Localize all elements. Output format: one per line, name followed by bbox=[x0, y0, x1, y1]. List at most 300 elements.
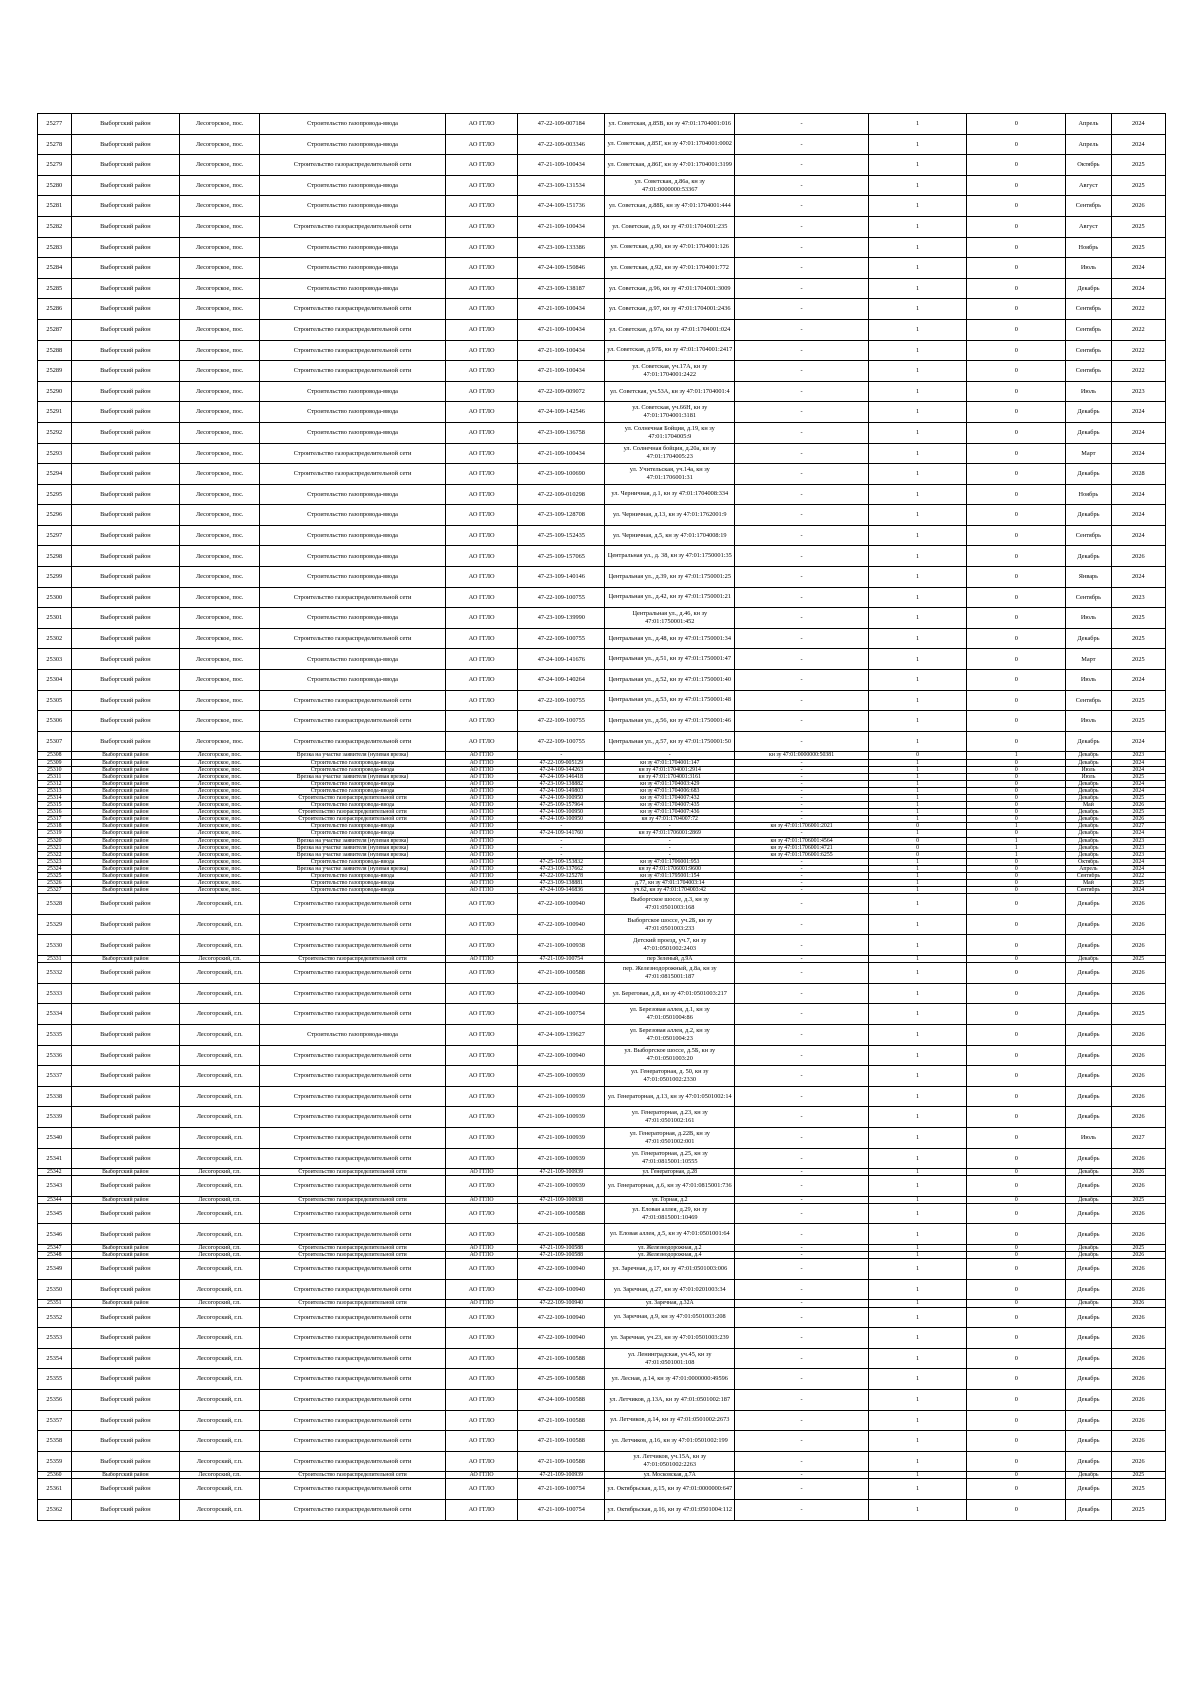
cell-cadastral-number: - bbox=[735, 525, 868, 546]
cell-month: Декабрь bbox=[1066, 787, 1112, 794]
cell-month: Декабрь bbox=[1066, 1451, 1112, 1472]
cell-row-number: 25358 bbox=[38, 1431, 72, 1452]
table-row bbox=[38, 422, 1166, 443]
cell-address: Центральная ул., д. 38, кн зу 47:01:1750001:35 bbox=[605, 546, 735, 567]
cell-district: Выборгский район bbox=[71, 505, 179, 526]
cell-application-number: 47-23-109-137662 bbox=[518, 865, 605, 872]
cell-address: ул. Генераторная, д.28 bbox=[605, 1169, 735, 1176]
cell-organization: АО ГГЛО bbox=[445, 1107, 518, 1128]
cell-cadastral-number: - bbox=[735, 546, 868, 567]
cell-work-type: Строительство газопровода-ввода bbox=[260, 237, 445, 258]
cell-district: Выборгский район bbox=[71, 1328, 179, 1349]
cell-row-number: 25350 bbox=[38, 1279, 72, 1300]
cell-row-number: 25307 bbox=[38, 731, 72, 752]
cell-row-number: 25278 bbox=[38, 134, 72, 155]
cell-work-type: Строительство газораспределительной сети bbox=[260, 1479, 445, 1500]
cell-month: Декабрь bbox=[1066, 402, 1112, 423]
cell-count-a: 1 bbox=[868, 402, 967, 423]
cell-application-number: 47-22-109-010298 bbox=[518, 484, 605, 505]
cell-district: Выборгский район bbox=[71, 1472, 179, 1479]
table-row bbox=[38, 1348, 1166, 1369]
cell-year: 2026 bbox=[1111, 1045, 1165, 1066]
cell-organization: АО ГГЛО bbox=[445, 1066, 518, 1087]
cell-application-number: 47-24-109-139627 bbox=[518, 1024, 605, 1045]
cell-district: Выборгский район bbox=[71, 963, 179, 984]
cell-work-type: Строительство газораспределительной сети bbox=[260, 1245, 445, 1252]
cell-cadastral-number: - bbox=[735, 175, 868, 196]
cell-settlement: Лесогорское, пос. bbox=[180, 711, 260, 732]
cell-application-number: 47-22-109-100755 bbox=[518, 587, 605, 608]
cell-month: Декабрь bbox=[1066, 1499, 1112, 1520]
cell-count-b: 0 bbox=[967, 525, 1066, 546]
cell-count-b: 0 bbox=[967, 1086, 1066, 1107]
cell-count-b: 0 bbox=[967, 299, 1066, 320]
cell-application-number: 47-21-109-100434 bbox=[518, 299, 605, 320]
cell-application-number: 47-21-109-100938 bbox=[518, 935, 605, 956]
cell-month: Август bbox=[1066, 175, 1112, 196]
cell-row-number: 25326 bbox=[38, 880, 72, 887]
cell-count-b: 0 bbox=[967, 505, 1066, 526]
cell-cadastral-number: - bbox=[735, 914, 868, 935]
cell-district: Выборгский район bbox=[71, 1176, 179, 1197]
cell-work-type: Строительство газораспределительной сети bbox=[260, 1004, 445, 1025]
cell-year: 2025 bbox=[1111, 1196, 1165, 1203]
cell-organization: АО ГГЛО bbox=[445, 1045, 518, 1066]
cell-address: ул. Генераторная, д. 50, кн зу 47:01:0501002:2330 bbox=[605, 1066, 735, 1087]
table-body bbox=[38, 114, 1166, 1521]
cell-month: Март bbox=[1066, 649, 1112, 670]
cell-row-number: 25308 bbox=[38, 752, 72, 759]
cell-cadastral-number: - bbox=[735, 299, 868, 320]
cell-count-b: 0 bbox=[967, 802, 1066, 809]
table-row bbox=[38, 851, 1166, 858]
cell-count-b: 0 bbox=[967, 670, 1066, 691]
cell-cadastral-number: - bbox=[735, 1348, 868, 1369]
cell-application-number: - bbox=[518, 851, 605, 858]
cell-count-b: 0 bbox=[967, 1107, 1066, 1128]
cell-application-number: 47-23-109-138881 bbox=[518, 880, 605, 887]
cell-count-a: 1 bbox=[868, 361, 967, 382]
cell-count-b: 0 bbox=[967, 1176, 1066, 1197]
table-row bbox=[38, 956, 1166, 963]
cell-month: Декабрь bbox=[1066, 1472, 1112, 1479]
cell-row-number: 25282 bbox=[38, 216, 72, 237]
cell-settlement: Лесогорское, пос. bbox=[180, 114, 260, 135]
cell-year: 2026 bbox=[1111, 935, 1165, 956]
cell-cadastral-number: - bbox=[735, 1389, 868, 1410]
cell-count-a: 1 bbox=[868, 690, 967, 711]
cell-work-type: Строительство газопровода-ввода bbox=[260, 114, 445, 135]
table-row bbox=[38, 1127, 1166, 1148]
cell-settlement: Лесогорский, г.п. bbox=[180, 894, 260, 915]
cell-month: Декабрь bbox=[1066, 1307, 1112, 1328]
cell-district: Выборгский район bbox=[71, 766, 179, 773]
cell-address: ул. Советская, д.90, кн зу 47:01:1704001:126 bbox=[605, 237, 735, 258]
cell-count-b: 0 bbox=[967, 935, 1066, 956]
cell-settlement: Лесогорский, г.п. bbox=[180, 1196, 260, 1203]
cell-district: Выборгский район bbox=[71, 731, 179, 752]
cell-district: Выборгский район bbox=[71, 1259, 179, 1280]
cell-address: кн зу 47:01:1704001:2914 bbox=[605, 766, 735, 773]
cell-count-b: 0 bbox=[967, 1196, 1066, 1203]
cell-row-number: 25322 bbox=[38, 851, 72, 858]
cell-organization: АО ГГЛО bbox=[445, 237, 518, 258]
cell-cadastral-number: - bbox=[735, 816, 868, 823]
table-row bbox=[38, 858, 1166, 865]
cell-address: ул. Береговая, д.8, кн зу 47:01:0501003:217 bbox=[605, 983, 735, 1004]
cell-count-a: 1 bbox=[868, 1127, 967, 1148]
cell-cadastral-number: - bbox=[735, 649, 868, 670]
cell-month: Декабрь bbox=[1066, 1203, 1112, 1224]
cell-address: ул. Генераторная, д.6, кн зу 47:01:0815001:736 bbox=[605, 1176, 735, 1197]
table-row bbox=[38, 381, 1166, 402]
cell-month: Декабрь bbox=[1066, 1259, 1112, 1280]
cell-address: - bbox=[605, 844, 735, 851]
cell-work-type: Строительство газопровода-ввода bbox=[260, 608, 445, 629]
cell-work-type: Строительство газопровода-ввода bbox=[260, 258, 445, 279]
cell-cadastral-number: - bbox=[735, 1451, 868, 1472]
cell-organization: АО ГГЛО bbox=[445, 1259, 518, 1280]
cell-settlement: Лесогорский, г.п. bbox=[180, 1169, 260, 1176]
cell-year: 2026 bbox=[1111, 983, 1165, 1004]
cell-district: Выборгский район bbox=[71, 649, 179, 670]
cell-work-type: Строительство газопровода-ввода bbox=[260, 823, 445, 830]
table-row bbox=[38, 1369, 1166, 1390]
cell-address: Центральная ул., д.53, кн зу 47:01:1750001:48 bbox=[605, 690, 735, 711]
cell-count-b: 0 bbox=[967, 963, 1066, 984]
cell-row-number: 25289 bbox=[38, 361, 72, 382]
table-row bbox=[38, 873, 1166, 880]
cell-address: ул. Генераторная, д.22В, кн зу 47:01:0501002:001 bbox=[605, 1127, 735, 1148]
cell-application-number: 47-21-109-100939 bbox=[518, 1127, 605, 1148]
cell-organization: АО ГГЛО bbox=[445, 690, 518, 711]
cell-work-type: Строительство газораспределительной сети bbox=[260, 1328, 445, 1349]
table-row bbox=[38, 237, 1166, 258]
cell-organization: АО ГГЛО bbox=[445, 759, 518, 766]
table-row bbox=[38, 766, 1166, 773]
cell-address: ул. Советская, д.97, кн зу 47:01:1704001:2436 bbox=[605, 299, 735, 320]
cell-year: 2028 bbox=[1111, 464, 1165, 485]
cell-cadastral-number: - bbox=[735, 1004, 868, 1025]
cell-year: 2023 bbox=[1111, 837, 1165, 844]
cell-application-number: 47-22-109-100940 bbox=[518, 1307, 605, 1328]
cell-application-number: 47-21-109-100588 bbox=[518, 1431, 605, 1452]
cell-count-b: 1 bbox=[967, 844, 1066, 851]
cell-year: 2024 bbox=[1111, 505, 1165, 526]
cell-count-b: 0 bbox=[967, 134, 1066, 155]
cell-cadastral-number: - bbox=[735, 858, 868, 865]
cell-row-number: 25277 bbox=[38, 114, 72, 135]
cell-organization: АО ГГЛО bbox=[445, 587, 518, 608]
cell-count-b: 0 bbox=[967, 1479, 1066, 1500]
cell-work-type: Строительство газопровода-ввода bbox=[260, 422, 445, 443]
cell-organization: АО ГГЛО bbox=[445, 837, 518, 844]
cell-cadastral-number: - bbox=[735, 794, 868, 801]
cell-month: Декабрь bbox=[1066, 794, 1112, 801]
table-row bbox=[38, 1328, 1166, 1349]
cell-cadastral-number: кн зу 47:01:1706001:6255 bbox=[735, 851, 868, 858]
table-row bbox=[38, 443, 1166, 464]
table-row bbox=[38, 1307, 1166, 1328]
cell-work-type: Строительство газораспределительной сети bbox=[260, 1176, 445, 1197]
cell-work-type: Врезка на участке заявителя (нулевая врезка) bbox=[260, 844, 445, 851]
cell-settlement: Лесогорский, г.п. bbox=[180, 1431, 260, 1452]
cell-address: кн зу 47:01:1704001:147 bbox=[605, 759, 735, 766]
cell-address: ул. Советская, д.85В, кн зу 47:01:1704001:016 bbox=[605, 114, 735, 135]
cell-address: кн зу 47:01:1704007:72 bbox=[605, 816, 735, 823]
cell-organization: АО ГГЛО bbox=[445, 851, 518, 858]
cell-address: Центральная ул., д.48, кн зу 47:01:1750001:34 bbox=[605, 628, 735, 649]
cell-count-a: 1 bbox=[868, 1300, 967, 1307]
cell-settlement: Лесогорское, пос. bbox=[180, 319, 260, 340]
cell-count-a: 1 bbox=[868, 1224, 967, 1245]
cell-address: ул. Советская, д.88Б, кн зу 47:01:1704001:444 bbox=[605, 196, 735, 217]
cell-address: ул. Лесная, д.14, кн зу 47:01:0000000:49596 bbox=[605, 1369, 735, 1390]
cell-organization: АО ГГЛО bbox=[445, 1499, 518, 1520]
cell-application-number: 47-22-109-007184 bbox=[518, 114, 605, 135]
cell-row-number: 25296 bbox=[38, 505, 72, 526]
cell-application-number: 47-22-109-100940 bbox=[518, 983, 605, 1004]
cell-year: 2025 bbox=[1111, 628, 1165, 649]
cell-work-type: Строительство газораспределительной сети bbox=[260, 1431, 445, 1452]
cell-count-a: 1 bbox=[868, 865, 967, 872]
cell-work-type: Строительство газопровода-ввода bbox=[260, 858, 445, 865]
cell-row-number: 25329 bbox=[38, 914, 72, 935]
cell-count-a: 1 bbox=[868, 1499, 967, 1520]
cell-cadastral-number: - bbox=[735, 381, 868, 402]
cell-settlement: Лесогорское, пос. bbox=[180, 525, 260, 546]
cell-organization: АО ГГЛО bbox=[445, 649, 518, 670]
cell-address: Выборгское шоссе, уч.2Б, кн зу 47:01:0501003:233 bbox=[605, 914, 735, 935]
table-row bbox=[38, 794, 1166, 801]
cell-application-number: 47-22-109-100940 bbox=[518, 1045, 605, 1066]
table-row bbox=[38, 1203, 1166, 1224]
cell-district: Выборгский район bbox=[71, 1245, 179, 1252]
cell-year: 2026 bbox=[1111, 816, 1165, 823]
cell-settlement: Лесогорское, пос. bbox=[180, 865, 260, 872]
cell-district: Выборгский район bbox=[71, 670, 179, 691]
cell-address: ул. Генераторная, д.13, кн зу 47:01:0501002:14 bbox=[605, 1086, 735, 1107]
cell-month: Июль bbox=[1066, 381, 1112, 402]
table-row bbox=[38, 1148, 1166, 1169]
cell-address: ул. Московская, д.7А bbox=[605, 1472, 735, 1479]
cell-work-type: Строительство газопровода-ввода bbox=[260, 402, 445, 423]
cell-district: Выборгский район bbox=[71, 567, 179, 588]
cell-cadastral-number: - bbox=[735, 1148, 868, 1169]
cell-year: 2026 bbox=[1111, 1259, 1165, 1280]
cell-district: Выборгский район bbox=[71, 1348, 179, 1369]
cell-application-number: 47-21-109-100588 bbox=[518, 1224, 605, 1245]
cell-count-b: 0 bbox=[967, 766, 1066, 773]
cell-year: 2024 bbox=[1111, 887, 1165, 894]
cell-organization: АО ГГЛО bbox=[445, 830, 518, 837]
cell-month: Декабрь bbox=[1066, 851, 1112, 858]
table-row bbox=[38, 1451, 1166, 1472]
cell-cadastral-number: - bbox=[735, 1410, 868, 1431]
cell-count-a: 1 bbox=[868, 1148, 967, 1169]
cell-settlement: Лесогорское, пос. bbox=[180, 837, 260, 844]
table-row bbox=[38, 1196, 1166, 1203]
cell-year: 2026 bbox=[1111, 1348, 1165, 1369]
cell-application-number: - bbox=[518, 844, 605, 851]
cell-month: Май bbox=[1066, 880, 1112, 887]
cell-count-a: 1 bbox=[868, 114, 967, 135]
cell-row-number: 25360 bbox=[38, 1472, 72, 1479]
cell-count-b: 1 bbox=[967, 823, 1066, 830]
cell-work-type: Строительство газопровода-ввода bbox=[260, 802, 445, 809]
cell-work-type: Строительство газораспределительной сети bbox=[260, 299, 445, 320]
table-row bbox=[38, 1004, 1166, 1025]
cell-count-a: 1 bbox=[868, 443, 967, 464]
cell-month: Сентябрь bbox=[1066, 299, 1112, 320]
cell-application-number: 47-21-109-100434 bbox=[518, 319, 605, 340]
cell-work-type: Строительство газораспределительной сети bbox=[260, 361, 445, 382]
cell-row-number: 25357 bbox=[38, 1410, 72, 1431]
cell-organization: АО ГГЛО bbox=[445, 258, 518, 279]
cell-row-number: 25309 bbox=[38, 759, 72, 766]
cell-organization: АО ГГЛО bbox=[445, 963, 518, 984]
cell-address: ул. Березовая аллея, д.2, кн зу 47:01:0501004:23 bbox=[605, 1024, 735, 1045]
cell-settlement: Лесогорский, г.п. bbox=[180, 935, 260, 956]
cell-organization: АО ГГЛО bbox=[445, 983, 518, 1004]
cell-count-b: 0 bbox=[967, 1499, 1066, 1520]
cell-year: 2026 bbox=[1111, 1176, 1165, 1197]
cell-count-a: 1 bbox=[868, 780, 967, 787]
cell-month: Июль bbox=[1066, 670, 1112, 691]
cell-year: 2026 bbox=[1111, 546, 1165, 567]
cell-application-number: 47-22-109-100755 bbox=[518, 628, 605, 649]
cell-address: ул. Октябрьская, д.16, кн зу 47:01:0501004:112 bbox=[605, 1499, 735, 1520]
cell-address: ул. Солнечная бойция, д.20а, кн зу 47:01:1704005:23 bbox=[605, 443, 735, 464]
cell-application-number: 47-23-109-140146 bbox=[518, 567, 605, 588]
cell-address: ул. Советская, уч.17А, кн зу 47:01:1704001:2422 bbox=[605, 361, 735, 382]
cell-cadastral-number: - bbox=[735, 628, 868, 649]
cell-organization: АО ГГЛО bbox=[445, 858, 518, 865]
cell-cadastral-number: - bbox=[735, 567, 868, 588]
cell-application-number: 47-21-109-100939 bbox=[518, 1148, 605, 1169]
cell-district: Выборгский район bbox=[71, 525, 179, 546]
cell-address: ул. Летчиков, д.13А, кн зу 47:01:0501002:187 bbox=[605, 1389, 735, 1410]
cell-district: Выборгский район bbox=[71, 830, 179, 837]
cell-settlement: Лесогорский, г.п. bbox=[180, 1252, 260, 1259]
cell-count-b: 0 bbox=[967, 690, 1066, 711]
cell-count-a: 0 bbox=[868, 851, 967, 858]
cell-address: ул. Советская, уч.53А, кн зу 47:01:1704001:4 bbox=[605, 381, 735, 402]
cell-count-b: 0 bbox=[967, 1024, 1066, 1045]
cell-row-number: 25300 bbox=[38, 587, 72, 608]
cell-work-type: Строительство газопровода-ввода bbox=[260, 759, 445, 766]
cell-year: 2026 bbox=[1111, 1389, 1165, 1410]
cell-district: Выборгский район bbox=[71, 844, 179, 851]
cell-year: 2024 bbox=[1111, 258, 1165, 279]
cell-work-type: Строительство газопровода-ввода bbox=[260, 546, 445, 567]
table-row bbox=[38, 670, 1166, 691]
cell-settlement: Лесогорское, пос. bbox=[180, 773, 260, 780]
cell-application-number: 47-21-109-100754 bbox=[518, 1499, 605, 1520]
cell-cadastral-number: - bbox=[735, 484, 868, 505]
cell-cadastral-number: - bbox=[735, 935, 868, 956]
cell-year: 2024 bbox=[1111, 422, 1165, 443]
cell-district: Выборгский район bbox=[71, 278, 179, 299]
cell-cadastral-number: - bbox=[735, 1107, 868, 1128]
cell-cadastral-number: - bbox=[735, 216, 868, 237]
cell-month: Декабрь bbox=[1066, 1224, 1112, 1245]
table-row bbox=[38, 114, 1166, 135]
cell-count-a: 1 bbox=[868, 670, 967, 691]
table-row bbox=[38, 773, 1166, 780]
cell-count-b: 0 bbox=[967, 1066, 1066, 1087]
cell-address: кн зу 47:01:1795001:154 bbox=[605, 873, 735, 880]
cell-count-a: 1 bbox=[868, 802, 967, 809]
cell-cadastral-number: кн зу 47:01:1706001:2021 bbox=[735, 823, 868, 830]
cell-district: Выборгский район bbox=[71, 216, 179, 237]
cell-application-number: 47-22-109-100755 bbox=[518, 731, 605, 752]
cell-address: ул. Советская, д.97Б, кн зу 47:01:1704001:2417 bbox=[605, 340, 735, 361]
cell-address: ул. Заречная, д.17, кн зу 47:01:0501003:006 bbox=[605, 1259, 735, 1280]
cell-district: Выборгский район bbox=[71, 1148, 179, 1169]
cell-application-number: 47-21-109-100434 bbox=[518, 155, 605, 176]
cell-row-number: 25286 bbox=[38, 299, 72, 320]
cell-month: Октябрь bbox=[1066, 155, 1112, 176]
cell-work-type: Врезка на участке заявителя (нулевая врезка) bbox=[260, 752, 445, 759]
cell-organization: АО ГГЛО bbox=[445, 464, 518, 485]
cell-count-a: 1 bbox=[868, 914, 967, 935]
cell-row-number: 25343 bbox=[38, 1176, 72, 1197]
cell-count-a: 0 bbox=[868, 844, 967, 851]
cell-work-type: Строительство газораспределительной сети bbox=[260, 1300, 445, 1307]
gasification-schedule-table bbox=[37, 113, 1166, 1521]
table-row bbox=[38, 628, 1166, 649]
cell-settlement: Лесогорский, г.п. bbox=[180, 1300, 260, 1307]
cell-application-number: 47-25-109-100939 bbox=[518, 1066, 605, 1087]
cell-work-type: Строительство газопровода-ввода bbox=[260, 830, 445, 837]
cell-settlement: Лесогорское, пос. bbox=[180, 794, 260, 801]
cell-count-a: 1 bbox=[868, 963, 967, 984]
cell-month: Декабрь bbox=[1066, 780, 1112, 787]
cell-month: Декабрь bbox=[1066, 1328, 1112, 1349]
cell-settlement: Лесогорское, пос. bbox=[180, 381, 260, 402]
cell-settlement: Лесогорский, г.п. bbox=[180, 983, 260, 1004]
cell-cadastral-number: - bbox=[735, 1479, 868, 1500]
cell-count-a: 1 bbox=[868, 983, 967, 1004]
cell-district: Выборгский район bbox=[71, 1389, 179, 1410]
cell-year: 2025 bbox=[1111, 155, 1165, 176]
cell-year: 2025 bbox=[1111, 711, 1165, 732]
cell-count-b: 0 bbox=[967, 1224, 1066, 1245]
cell-district: Выборгский район bbox=[71, 823, 179, 830]
cell-count-a: 1 bbox=[868, 464, 967, 485]
cell-year: 2025 bbox=[1111, 1499, 1165, 1520]
cell-application-number: 47-21-109-100588 bbox=[518, 1410, 605, 1431]
cell-month: Декабрь bbox=[1066, 1176, 1112, 1197]
cell-settlement: Лесогорское, пос. bbox=[180, 587, 260, 608]
cell-organization: АО ГГЛО bbox=[445, 780, 518, 787]
cell-settlement: Лесогорский, г.п. bbox=[180, 1066, 260, 1087]
cell-settlement: Лесогорский, г.п. bbox=[180, 1107, 260, 1128]
cell-cadastral-number: - bbox=[735, 766, 868, 773]
cell-count-a: 1 bbox=[868, 1024, 967, 1045]
cell-row-number: 25311 bbox=[38, 773, 72, 780]
cell-address: пер. Железнодорожный, д.8а, кн зу 47:01:0815001:187 bbox=[605, 963, 735, 984]
cell-count-a: 1 bbox=[868, 1203, 967, 1224]
cell-work-type: Строительство газопровода-ввода bbox=[260, 381, 445, 402]
cell-cadastral-number: - bbox=[735, 134, 868, 155]
cell-count-b: 0 bbox=[967, 402, 1066, 423]
cell-address: Выборгское шоссе, д.3, кн зу 47:01:0501003:168 bbox=[605, 894, 735, 915]
cell-settlement: Лесогорское, пос. bbox=[180, 670, 260, 691]
document-page bbox=[37, 113, 1166, 1521]
cell-work-type: Строительство газораспределительной сети bbox=[260, 1307, 445, 1328]
